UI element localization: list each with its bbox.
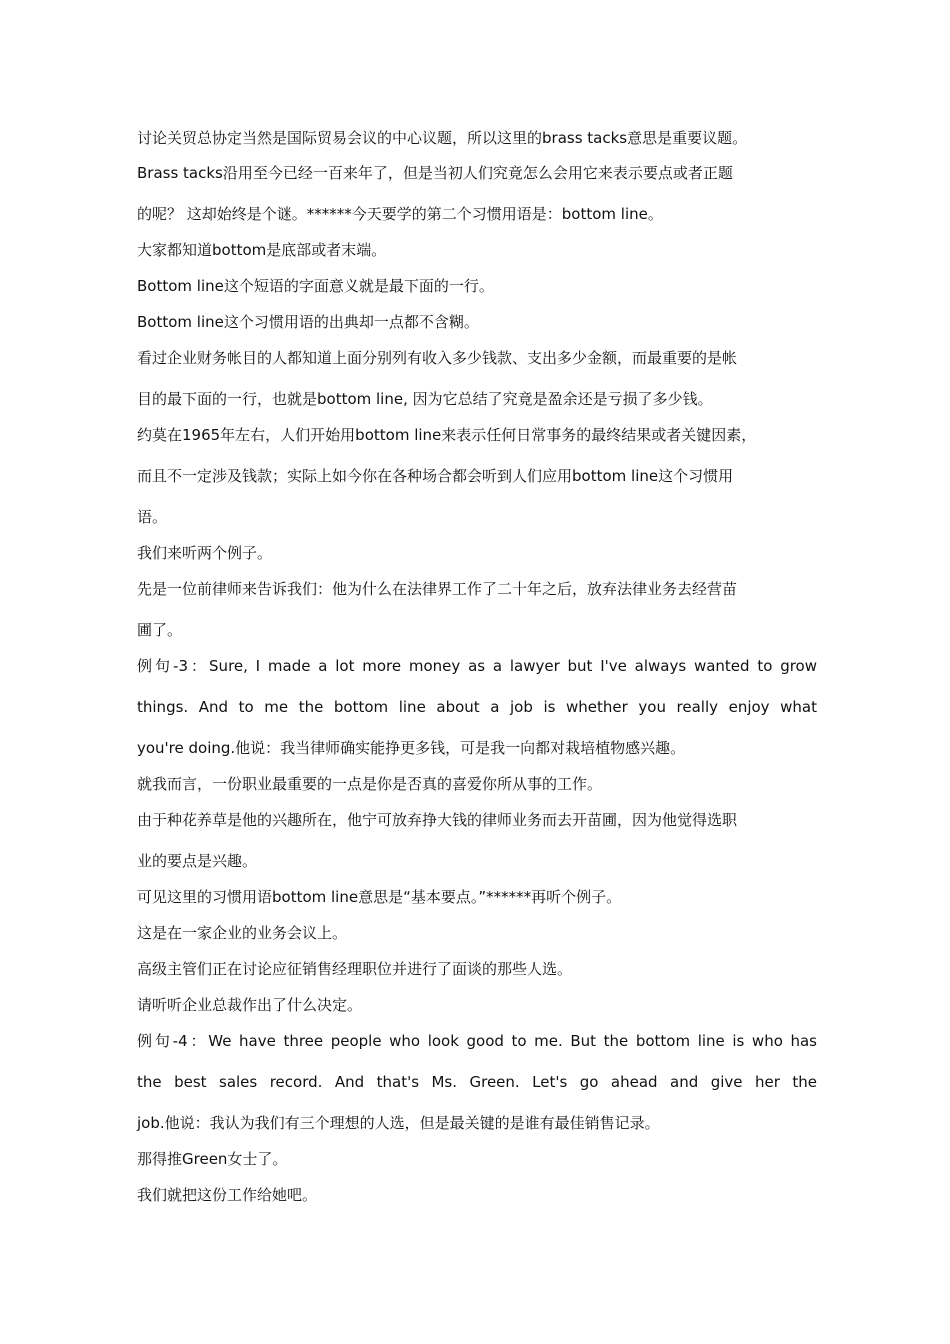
text-line: you're doing.他说：我当律师确实能挣更多钱，可是我一向都对栽培植物感兴趣。 [137,739,686,757]
text-line: 约莫在1965年左右，人们开始用bottom line来表示任何日常事务的最终结果或者关键因素， [137,426,757,444]
text-line: 而且不一定涉及钱款；实际上如今你在各种场合都会听到人们应用bottom line这个习惯用 [137,467,734,485]
text-line: 例句-4：We have three people who look good to me. But the bottom line is who has [137,1032,817,1050]
text-line: 圃了。 [137,621,183,639]
text-line: 由于种花养草是他的兴趣所在，他宁可放弃挣大钱的律师业务而去开苗圃，因为他觉得选职 [137,811,738,829]
text-line: 高级主管们正在讨论应征销售经理职位并进行了面谈的那些人选。 [137,960,573,978]
text-line: Brass tacks沿用至今已经一百来年了，但是当初人们究竟怎么会用它来表示要点或者正题 [137,164,733,182]
text-line: 这是在一家企业的业务会议上。 [137,924,348,942]
text-line: 语。 [137,508,168,526]
text-line: job.他说：我认为我们有三个理想的人选，但是最关键的是谁有最佳销售记录。 [137,1114,660,1132]
text-line: the best sales record. And that's Ms. Green. Let's go ahead and give her the [137,1073,817,1091]
text-line: 我们来听两个例子。 [137,544,273,562]
text-line: 请听听企业总裁作出了什么决定。 [137,996,363,1014]
text-line: 先是一位前律师来告诉我们：他为什么在法律界工作了二十年之后，放弃法律业务去经营苗 [137,580,738,598]
text-line: 我们就把这份工作给她吧。 [137,1186,318,1204]
text-line: 就我而言，一份职业最重要的一点是你是否真的喜爱你所从事的工作。 [137,775,603,793]
text-line: 的呢？ 这却始终是个谜。******今天要学的第二个习惯用语是：bottom line。 [137,205,663,223]
text-line: 大家都知道bottom是底部或者末端。 [137,241,387,259]
text-line: 目的最下面的一行，也就是bottom line, 因为它总结了究竟是盈余还是亏损了多少钱。 [137,390,713,408]
text-line: 那得推Green女士了。 [137,1150,288,1168]
text-line: Bottom line这个习惯用语的出典却一点都不含糊。 [137,313,479,331]
text-line: 例句-3：Sure, I made a lot more money as a lawyer but I've always wanted to grow [137,657,817,675]
text-line: 可见这里的习惯用语bottom line意思是“基本要点。”******再听个例子。 [137,888,622,906]
text-line: 讨论关贸总协定当然是国际贸易会议的中心议题，所以这里的brass tacks意思是重要议题。 [137,129,748,147]
text-line: 业的要点是兴趣。 [137,852,258,870]
text-line: Bottom line这个短语的字面意义就是最下面的一行。 [137,277,494,295]
text-line: things. And to me the bottom line about a job is whether you really enjoy what [137,698,817,716]
text-line: 看过企业财务帐目的人都知道上面分别列有收入多少钱款、支出多少金额，而最重要的是帐 [137,349,738,367]
